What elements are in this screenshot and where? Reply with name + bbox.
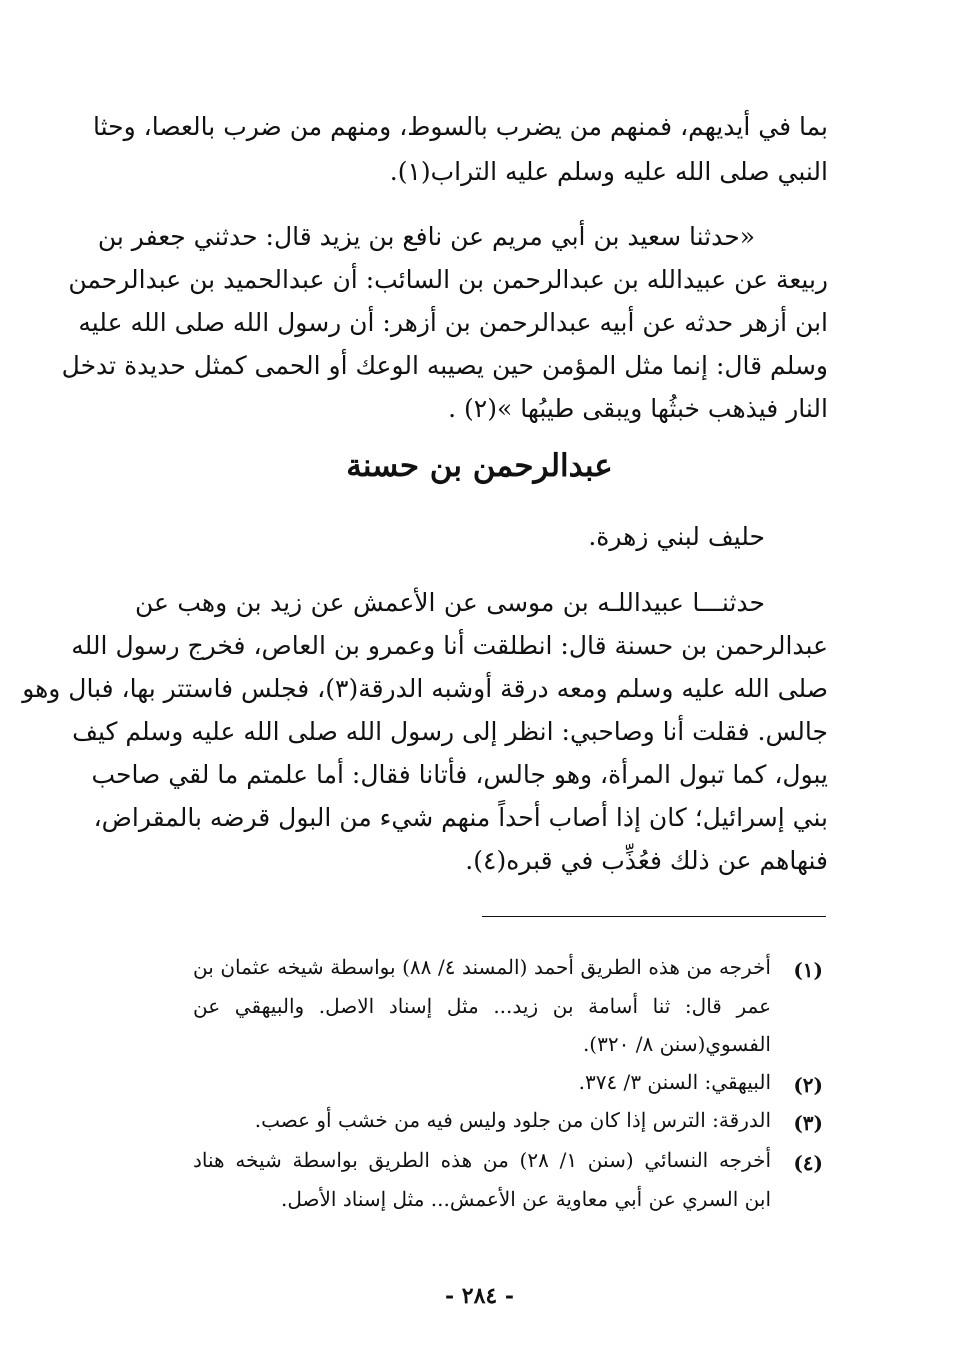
paragraph-4-line-2: عبدالرحمن بن حسنة قال: انطلقت أنا وعمرو بن العاص، فخرج رسول الله [71,631,828,660]
paragraph-4-line-1: حدثنـــا عبيداللـه بن موسى عن الأعمش عن زيد بن وهب عن [135,588,765,617]
paragraph-2-line-4: وسلم قال: إنما مثل المؤمن حين يصيبه الوعك أو الحمى كمثل حديدة تدخل [61,351,828,380]
footnote-separator [482,916,826,917]
footnote-1-line-1: أخرجه من هذه الطريق أحمد (المسند ٤/ ٨٨) بواسطة شيخه عثمان بن [193,955,771,979]
section-heading: عبدالرحمن بن حسنة [346,448,613,484]
paragraph-4-line-3: صلى الله عليه وسلم ومعه درقة أوشبه الدرقة(٣)، فجلس فاستتر بها، فبال وهو [22,674,828,703]
footnote-2-line-1: البيهقي: السنن ٣/ ٣٧٤. [578,1070,771,1094]
footnote-4-number: (٤) [793,1151,823,1175]
paragraph-4-line-6: بني إسرائيل؛ كان إذا أصاب أحداً منهم شيء من البول قرضه بالمقراض، [93,803,828,832]
paragraph-4-line-7: فنهاهم عن ذلك فعُذِّب في قبره(٤). [465,846,828,875]
paragraph-3-line-1: حليف لبني زهرة. [588,522,765,551]
paragraph-2-line-1: «حدثنا سعيد بن أبي مريم عن نافع بن يزيد قال: حدثني جعفر بن [97,222,755,251]
footnote-3-line-1: الدرقة: الترس إذا كان من جلود وليس فيه من خشب أو عصب. [254,1108,771,1132]
footnote-1-line-2: عمر قال: ثنا أسامة بن زيد... مثل إسناد الاصل. والبيهقي عن [193,994,771,1018]
paragraph-4-line-4: جالس. فقلت أنا وصاحبي: انظر إلى رسول الله صلى الله عليه وسلم كيف [72,717,828,746]
paragraph-4-line-5: يبول، كما تبول المرأة، وهو جالس، فأتانا فقال: أما علمتم ما لقي صاحب [91,760,828,789]
paragraph-1-line-1: بما في أيديهم، فمنهم من يضرب بالسوط، ومنهم من ضرب بالعصا، وحثا [93,112,828,141]
paragraph-1-line-2: النبي صلى الله عليه وسلم عليه التراب(١). [389,157,828,186]
paragraph-2-line-5: النار فيذهب خبثُها ويبقى طيبُها »(٢) . [448,394,828,423]
footnote-3-number: (٣) [793,1111,823,1135]
footnote-4-line-2: ابن السري عن أبي معاوية عن الأعمش... مثل إسناد الأصل. [281,1187,771,1211]
footnote-4-line-1: أخرجه النسائي (سنن ١/ ٢٨) من هذه الطريق بواسطة شيخه هناد [193,1148,771,1172]
paragraph-2-line-3: ابن أزهر حدثه عن أبيه عبدالرحمن بن أزهر: أن رسول الله صلى الله عليه [78,308,828,337]
paragraph-2-line-2: ربيعة عن عبيدالله بن عبدالرحمن بن السائب: أن عبدالحميد بن عبدالرحمن [68,265,828,294]
footnote-1-line-3: الفسوي(سنن ٨/ ٣٢٠). [582,1032,771,1056]
footnote-1-number: (١) [793,958,823,982]
footnote-2-number: (٢) [793,1073,823,1097]
page-number: - ٢٨٤ - [444,1283,515,1309]
